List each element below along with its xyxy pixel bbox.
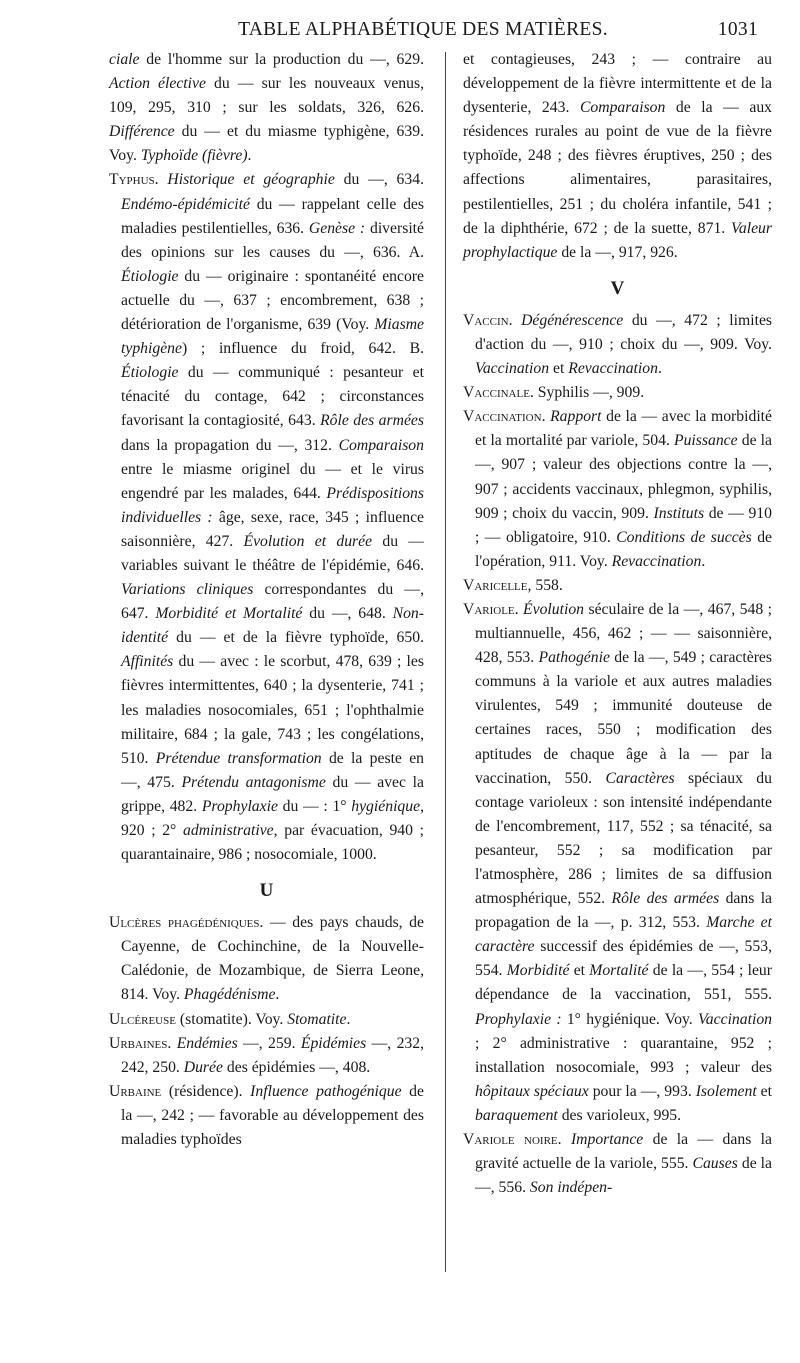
- entry-subtopic: Comparaison: [338, 436, 424, 454]
- entry-subtopic: Vaccination: [475, 360, 550, 378]
- entry-subtopic: Étiologie: [121, 267, 179, 285]
- entry-text: . — des pays chauds, de Cayenne, de Cochinchine, de la Nouvelle-Calédonie, de Mozambique, de Sierra Leone, 814. Voy.: [121, 914, 424, 1004]
- entry-text: du — avec : le scorbut, 478, 639 ; les fièvres intermittentes, 640 ; la dysenterie, 741 ; les maladies nosocomiales, 651 ; l'ophthalmie militaire, 684 ; la gale, 743 ; les congélations, 510.: [121, 653, 424, 767]
- entry-text: et: [756, 1082, 772, 1100]
- entry-text: (résidence).: [161, 1082, 251, 1100]
- entry-subtopic: Dégénérescence: [521, 311, 624, 329]
- entry-subtopic: Causes: [692, 1155, 738, 1173]
- entry-subtopic: Phagédénisme: [183, 986, 276, 1004]
- entry-subtopic: Comparaison: [579, 99, 666, 117]
- entry-subtopic: Morbidité: [506, 962, 570, 980]
- entry-subtopic: Isolement: [695, 1082, 757, 1100]
- index-entry: [109, 1032, 424, 1080]
- index-entry: [463, 405, 772, 574]
- entry-text: de — 910 ; — obligatoire, 910.: [475, 504, 772, 546]
- entry-headword: Vaccinale: [463, 384, 530, 402]
- entry-subtopic: Variations cliniques: [121, 581, 254, 599]
- entry-headword: Varicelle: [463, 576, 528, 594]
- entry-subtopic: Revaccination: [611, 552, 702, 570]
- entry-subtopic: Valeur prophylactique: [463, 219, 772, 261]
- entry-subtopic: Historique et géographie: [167, 171, 335, 189]
- entry-text: du — avec la grippe, 482.: [121, 773, 424, 815]
- entry-subtopic: Conditions de succès: [616, 528, 752, 546]
- entry-subtopic: Action élective: [109, 75, 206, 93]
- entry-subtopic: Différence: [109, 123, 175, 141]
- entry-text: . Syphilis —, 909.: [529, 384, 645, 402]
- left-column: [109, 48, 424, 1152]
- entry-text: .: [275, 986, 280, 1004]
- entry-text: du — sur les nouveaux venus, 109, 295, 310 ; sur les soldats, 326, 626.: [109, 75, 424, 117]
- entry-text: de la —, 549 ; caractères communs à la variole et aux autres maladies virulentes, 549 ; immunité douteuse de certaines races, 550 ; modification des aptitudes de chaque âge à la — par la vaccination, 550.: [475, 649, 772, 787]
- entry-text: des épidémies —, 408.: [222, 1058, 371, 1076]
- entry-text: .: [541, 408, 551, 426]
- entry-text: diversité des opinions sur les causes du —, 636. A.: [121, 219, 424, 261]
- entry-text: du — : 1°: [277, 797, 352, 815]
- entry-text: entre le miasme originel du — et le virus engendré par les malades, 644.: [121, 460, 424, 502]
- entry-headword: Vaccin: [463, 311, 509, 329]
- entry-text: de l'homme sur la production du —, 629.: [139, 51, 424, 68]
- entry-headword: Ulcéreuse: [109, 1010, 176, 1028]
- entry-subtopic: Puissance: [674, 432, 738, 450]
- entry-subtopic: Prédispositions individuelles :: [121, 484, 424, 526]
- entry-text: .: [247, 147, 252, 165]
- right-entries-after: [463, 309, 772, 1200]
- index-entry: [463, 381, 772, 405]
- entry-text: du — communiqué : pesanteur et ténacité du contage, 642 ; circonstances favorisant la contagiosité, 643.: [121, 364, 424, 430]
- entry-text: (stomatite). Voy.: [175, 1010, 288, 1028]
- index-entry: [463, 598, 772, 1128]
- entry-subtopic: Vaccination: [697, 1010, 773, 1028]
- entry-subtopic: Prophylaxie :: [475, 1010, 562, 1028]
- entry-subtopic: Importance: [570, 1131, 644, 1149]
- entry-subtopic: Prophylaxie: [201, 797, 278, 815]
- entry-text: du — et de la fièvre typhoïde, 650.: [168, 629, 424, 647]
- entry-subtopic: Genèse :: [308, 219, 366, 237]
- entry-text: pour la —, 993.: [588, 1082, 696, 1100]
- entry-text: , par évacuation, 940 ; quarantainaire, 986 ; nosocomiale, 1000.: [121, 822, 424, 864]
- entry-text: du —, 648.: [302, 605, 393, 623]
- index-entry: [109, 911, 424, 1007]
- entry-text: du —, 634.: [334, 171, 424, 189]
- entry-subtopic: Caractères: [605, 769, 675, 787]
- entry-subtopic: Durée: [183, 1058, 223, 1076]
- entry-headword: Typhus: [109, 171, 155, 189]
- entry-text: de la — aux résidences rurales au point de vue de la fièvre typhoïde, 248 ; des fièvres éruptives, 250 ; des affections alimentaires, parasitaires, pestilentielles, 251 ; du choléra infantile, 541 ; de la diphthérie, 672 ; de la suette, 871.: [463, 99, 773, 237]
- section-letter-v: V: [610, 277, 625, 299]
- entry-subtopic: Rapport: [550, 408, 602, 426]
- entry-subtopic: Morbidité et Mortalité: [155, 605, 303, 623]
- entry-text: de l'opération, 911. Voy.: [475, 528, 772, 570]
- entry-text: .: [154, 171, 168, 189]
- entry-subtopic: Miasme typhigène: [121, 316, 424, 358]
- entry-subtopic: Endémo-épidémicité: [121, 195, 250, 213]
- entry-subtopic: baraquement: [475, 1106, 558, 1124]
- entry-subtopic: Mortalité: [589, 962, 649, 980]
- entry-headword: Variole noire: [463, 1131, 558, 1149]
- entry-subtopic: Son indépen-: [529, 1179, 613, 1197]
- index-entry: [109, 1008, 424, 1032]
- entry-subtopic: Typhoïde (fièvre): [140, 147, 248, 165]
- entry-text: .: [346, 1010, 351, 1028]
- column-divider: [445, 52, 446, 1272]
- entry-text: du — rappelant celle des maladies pestilentielles, 636.: [121, 195, 424, 237]
- entry-text: .: [701, 552, 706, 570]
- index-entry: [109, 48, 424, 168]
- entry-subtopic: Revaccination: [568, 360, 658, 378]
- right-entries: [463, 48, 772, 265]
- entry-text: correspondantes du —, 647.: [121, 581, 424, 623]
- entry-subtopic: Prétendu antagonisme: [181, 773, 326, 791]
- entry-subtopic: Évolution: [523, 600, 585, 618]
- entry-text: .: [508, 311, 522, 329]
- entry-text: dans la propagation de la —, p. 312, 553.: [475, 890, 773, 932]
- entry-subtopic: Affinités: [121, 653, 174, 671]
- entry-subtopic: Rôle des armées: [320, 412, 424, 430]
- entry-headword: Urbaines: [109, 1034, 168, 1052]
- entry-text: et: [569, 962, 590, 980]
- entry-subtopic: Non-identité: [121, 605, 424, 647]
- left-entries-after: [109, 911, 424, 1152]
- entry-text: ) ; influence du froid, 642. B.: [181, 340, 424, 358]
- entry-text: séculaire de la —, 467, 548 ; multiannuelle, 456, 462 ; — — saisonnière, 428, 553.: [475, 600, 772, 667]
- entry-subtopic: Stomatite: [287, 1010, 347, 1028]
- entry-text: de la peste en —, 475.: [121, 749, 425, 791]
- index-entry: [463, 48, 772, 265]
- entry-subtopic: Pathogénie: [538, 649, 610, 667]
- entry-text: des varioleux, 995.: [557, 1106, 682, 1124]
- entry-text: successif des épidémies de —, 553, 554.: [475, 938, 772, 980]
- entry-text: .: [167, 1034, 177, 1052]
- entry-subtopic: Épidémies: [300, 1034, 367, 1052]
- entry-subtopic: hygiénique: [351, 797, 421, 815]
- right-column: [463, 48, 772, 1200]
- entry-text: de la — dans la gravité actuelle de la variole, 555.: [475, 1131, 772, 1173]
- entry-subtopic: Marche et caractère: [475, 914, 772, 956]
- entry-text: du —, 472 ; limites d'action du —, 910 ; choix du —, 909. Voy.: [475, 311, 773, 353]
- entry-subtopic: Endémies: [176, 1034, 238, 1052]
- entry-subtopic: Étiologie: [121, 364, 179, 382]
- entry-headword: Ulcères phagédéniques: [109, 914, 260, 932]
- entry-text: spéciaux du contage varioleux : son intensité indépendante de l'encombrement, 117, 552 ; sa ténacité, sa pesanteur, 552 ; sa modification par l'atmosphère, 286 ; limites de sa diffusion atmosphérique, 552.: [475, 769, 772, 908]
- entry-text: de la —, 556.: [475, 1155, 772, 1197]
- entry-subtopic: Instituts: [653, 504, 705, 522]
- entry-text: , 558.: [527, 576, 563, 594]
- page-number: 1031: [717, 19, 758, 40]
- entry-subtopic: Évolution et durée: [243, 532, 373, 550]
- index-entry: [109, 168, 424, 867]
- entry-text: âge, sexe, race, 345 ; influence saisonnière, 427.: [121, 508, 424, 550]
- section-letter-u: U: [259, 880, 274, 902]
- entry-text: et: [549, 360, 569, 378]
- entry-text: de la —, 554 ; leur dépendance de la vaccination, 551, 555.: [475, 962, 772, 1004]
- index-entry: [109, 1080, 424, 1152]
- entry-text: —, 232, 242, 250.: [121, 1034, 425, 1076]
- entry-subtopic: administrative: [183, 822, 274, 839]
- entry-headword: Vaccination: [463, 408, 542, 426]
- entry-text: de la —, 917, 926.: [557, 243, 678, 261]
- entry-text: de la —, 242 ; — favorable au développement des maladies typhoïdes: [121, 1082, 424, 1149]
- entry-subtopic: Prétendue transformation: [155, 749, 322, 767]
- index-entry: [463, 574, 772, 598]
- left-entries: [109, 48, 424, 867]
- index-entry: [463, 309, 772, 381]
- entry-text: du — originaire : spontanéité encore actuelle du —, 637 ; encombrement, 638 ; détérioration de l'organisme, 639 (Voy.: [121, 267, 424, 334]
- entry-text: et contagieuses, 243 ; — contraire au développement de la fièvre intermittente et de la dysenterie, 243.: [463, 51, 772, 117]
- entry-text: —, 259.: [237, 1034, 301, 1052]
- header-title: TABLE ALPHABÉTIQUE DES MATIÈRES.: [238, 19, 608, 40]
- entry-text: de la —, 907 ; valeur des objections contre la —, 907 ; accidents vaccinaux, phlegmon, syphilis, 909 ; choix du vaccin, 909.: [475, 432, 772, 522]
- entry-text: du — variables suivant le théâtre de l'épidémie, 646.: [121, 532, 424, 574]
- entry-text: ; 2° administrative : quarantaine, 952 ; installation nosocomiale, 993 ; valeur des: [475, 1034, 772, 1076]
- entry-text: , 920 ; 2°: [121, 797, 424, 839]
- entry-subtopic: hôpitaux spéciaux: [475, 1082, 589, 1100]
- entry-text: .: [557, 1131, 571, 1149]
- entry-text: .: [514, 600, 524, 618]
- entry-text: .: [657, 360, 662, 378]
- entry-subtopic: ciale: [109, 51, 140, 68]
- entry-subtopic: Rôle des armées: [611, 890, 720, 908]
- entry-text: dans la propagation du —, 312.: [121, 436, 339, 454]
- entry-text: de la — avec la morbidité et la mortalité par variole, 504.: [475, 408, 772, 450]
- entry-text: 1° hygiénique. Voy.: [561, 1010, 698, 1028]
- entry-headword: Urbaine: [109, 1082, 162, 1100]
- entry-subtopic: Influence pathogénique: [250, 1082, 402, 1100]
- entry-headword: Variole: [463, 600, 515, 618]
- index-entry: [463, 1128, 772, 1200]
- entry-text: du — et du miasme typhigène, 639. Voy.: [109, 123, 424, 165]
